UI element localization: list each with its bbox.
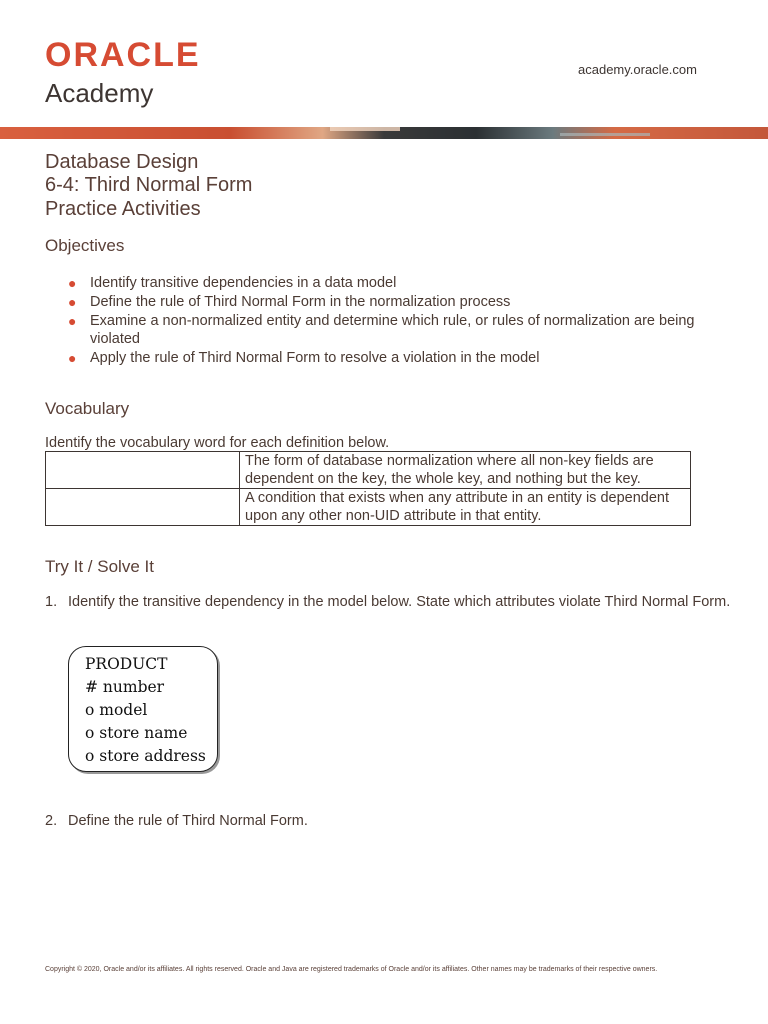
table-row <box>46 489 691 526</box>
list-item: ● Define the rule of Third Normal Form in the normalization process <box>68 294 511 310</box>
page-subtitle: Practice Activities <box>45 198 201 220</box>
vocabulary-table <box>45 451 691 526</box>
entity-name: PRODUCT <box>85 655 168 673</box>
question-text: Identify the transitive dependency in the model below. State which attributes violate Third Normal Form. <box>68 594 731 610</box>
objectives-heading: Objectives <box>45 236 125 255</box>
entity-attribute: o store address <box>85 747 206 765</box>
entity-attribute: # number <box>85 678 165 696</box>
product-entity-diagram <box>68 646 218 772</box>
copyright-footer: Copyright © 2020, Oracle and/or its affiliates. All rights reserved. Oracle and Java are registered trademarks of Oracle and/or its affiliates. Other names may be trademarks of their respective owners. <box>45 966 658 973</box>
list-item: ● Identify transitive dependencies in a data model <box>68 275 397 291</box>
question-1 <box>45 593 735 611</box>
table-row <box>46 452 691 489</box>
academy-logo-text: Academy <box>45 78 154 108</box>
site-url[interactable]: academy.oracle.com <box>578 62 697 77</box>
list-item: ● Examine a non-normalized entity and determine which rule, or rules of normalization are being violated <box>68 313 695 347</box>
objectives-list <box>66 274 736 368</box>
try-it-heading: Try It / Solve It <box>45 557 154 576</box>
decorative-banner <box>0 127 768 139</box>
entity-attribute: o store name <box>85 724 188 742</box>
entity-attribute: o model <box>85 701 148 719</box>
term-cell[interactable] <box>46 452 240 489</box>
course-title: Database Design <box>45 151 199 173</box>
bullet-icon: ● <box>68 294 77 310</box>
vocabulary-heading: Vocabulary <box>45 399 130 418</box>
list-item: ● Apply the rule of Third Normal Form to resolve a violation in the model <box>68 350 540 366</box>
question-number: 2. <box>45 813 58 829</box>
question-2 <box>45 812 735 830</box>
vocabulary-instruction: Identify the vocabulary word for each definition below. <box>45 435 390 451</box>
term-cell[interactable] <box>46 489 240 526</box>
bullet-icon: ● <box>68 313 77 329</box>
lesson-title: 6-4: Third Normal Form <box>45 174 253 196</box>
question-text: Define the rule of Third Normal Form. <box>68 813 308 829</box>
definition-cell: A condition that exists when any attribute in an entity is dependent upon any other non-UID attribute in that entity. <box>240 489 691 526</box>
definition-cell: The form of database normalization where all non-key fields are dependent on the key, the whole key, and nothing but the key. <box>240 452 691 489</box>
oracle-logo: ORACLE <box>45 36 201 74</box>
bullet-icon: ● <box>68 275 77 291</box>
question-number: 1. <box>45 594 58 610</box>
bullet-icon: ● <box>68 350 77 366</box>
